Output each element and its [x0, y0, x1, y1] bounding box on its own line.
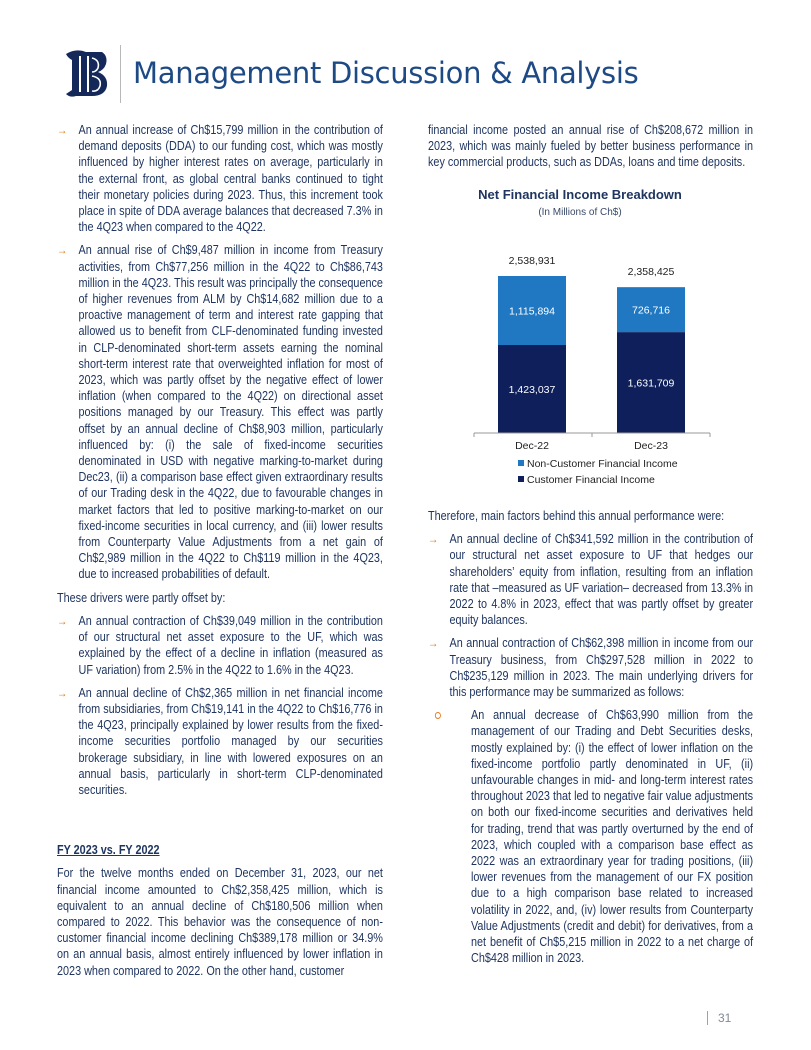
list-item: [428, 635, 753, 700]
legend-label: Non-Customer Financial Income: [527, 458, 678, 470]
list-item: [57, 685, 383, 798]
list-item: [428, 531, 753, 628]
data-label: 1,115,894: [509, 305, 555, 318]
data-label: 1,423,037: [508, 384, 556, 397]
offset-intro: These drivers were partly offset by:: [57, 590, 226, 605]
arrow-bullet-icon: →: [57, 243, 68, 258]
total-label: 2,538,931: [508, 255, 556, 267]
net-financial-income-chart: [410, 180, 780, 495]
data-label: 1,631,709: [627, 377, 675, 390]
footer-divider: [707, 1011, 708, 1025]
bullet-text: An annual decline of Ch$341,592 million in the contribution of our structural net asset exposure to UF that hedges our shareholders’ equity from inflation, resulting from an inflation rate that –measured as UF variation– decreased from 13.3% in 2022 to 4.8% in 2023, effect that was partly offset by greater equity balances.: [449, 532, 754, 628]
bullet-text: An annual decline of Ch$2,365 million in net financial income from subsidiaries, from Ch$19,141 in the 4Q22 to Ch$16,776 in the 4Q23, principally explained by lower results from the fixed-income securities portfolio managed by our securities brokerage subsidiary, in line with lowered exposures on an annual basis, particularly in short-term CLP-denominated securities.: [78, 685, 383, 797]
continuation-paragraph: financial income posted an annual rise of Ch$208,672 million in 2023, which was mainly fueled by better business performance in key commercial products, such as DDAs, loans and time deposits.: [428, 123, 754, 170]
list-item: [57, 242, 383, 582]
bullet-text: An annual rise of Ch$9,487 million in income from Treasury activities, from Ch$77,256 million in the 4Q22 to Ch$86,743 million in the 4Q23. This result was principally the consequence of higher revenues from ALM by Ch$14,682 million due to a proactive management of term and interest rate gapping that allowed us to benefit from CLF-denominated funding invested in CLP-denominated short-term assets earning the nominal short-term interest rate that overweighted inflation for most of 2023, which was partly offset by the negative effect of lower inflation (when compared to the 4Q22) on directional asset positions managed by our Treasury. This effect was partly offset by an annual decline of Ch$8,903 million, particularly influenced by: (i) the sale of fixed-income securities denominated in USD with negative marking-to-market during Dec23, (ii) a comparison base effect given extraordinary results of our Trading desk in the 4Q22, due to favourable changes in market factors that led to positive marking-to-market on our fixed-income securities in local currency, and (iii) lower results from Counterparty Value Adjustments from a net gain of Ch$2,989 million in the 4Q22 to Ch$119 million in the 4Q23, due to increased probabilities of default.: [78, 243, 383, 582]
legend-swatch: [518, 476, 524, 482]
circle-bullet-icon: [435, 712, 441, 719]
left-column: [57, 122, 383, 986]
legend-label: Customer Financial Income: [527, 474, 655, 486]
fy-paragraph: For the twelve months ended on December 31, 2023, our net financial income amounted to Ch$2,358,425 million, which is equivalent to an annual decline of Ch$180,506 million when compared to 2022. This behavior was the consequence of non-customer financial income declining Ch$389,178 million or 34.9% on an annual basis, almost entirely influenced by lower inflation in 2023 when compared to 2022. On the other hand, customer: [57, 866, 383, 978]
data-label: 726,716: [632, 304, 670, 317]
chart-subtitle: (In Millions of Ch$): [538, 207, 622, 218]
arrow-bullet-icon: →: [57, 685, 68, 700]
total-label: 2,358,425: [627, 266, 675, 279]
bank-logo: [62, 46, 110, 100]
arrow-bullet-icon: →: [428, 532, 439, 547]
sub-bullet-text: An annual decrease of Ch$63,990 million from the management of our Trading and Debt Securities desks, mostly explained by: (i) the effect of lower inflation on the fixed-income portfolio partly denominated in UF, (ii) unfavourable changes in mid- and long-term interest rates throughout 2023 that led to negative fair value adjustments on both our fixed-income securities and derivatives held for trading, trend that was partly overturned by the end of 2023, which coupled with a comparison base effect as 2022 was an extraordinary year for trading positions, (iii) lower revenues from the management of our FX position due to a high comparison base related to increased volatility in 2022, and, (iv) lower results from Counterparty Value Adjustments (credit and debit) for derivatives, from a net benefit of Ch$5,215 million in 2022 to a net charge of Ch$428 million in 2023.: [471, 708, 754, 966]
list-item: [57, 613, 383, 678]
arrow-bullet-icon: →: [57, 613, 68, 628]
section-heading: FY 2023 vs. FY 2022: [57, 843, 160, 858]
right-column-top: [428, 122, 753, 178]
right-column-bottom: [428, 508, 753, 966]
chart-title: Net Financial Income Breakdown: [478, 187, 682, 202]
arrow-bullet-icon: →: [57, 123, 68, 137]
bullet-text: An annual contraction of Ch$62,398 million in income from our Treasury business, from Ch$297,528 million in 2022 to Ch$235,129 million in 2023. The main underlying drivers for this performance may be summarized as follows:: [449, 636, 754, 700]
x-tick-label: Dec-22: [515, 440, 549, 452]
page-title: Management Discussion & Analysis: [133, 56, 639, 90]
factors-intro: Therefore, main factors behind this annual performance were:: [428, 509, 725, 523]
bullet-text: An annual increase of Ch$15,799 million in the contribution of demand deposits (DDA) to our funding cost, which was mostly influenced by higher interest rates on average, particularly in the external front, as global central banks continued to tight their monetary policies during 2023. Thus, this increment took place in spite of DDA average balances that decreased 7.3% in the 4Q23 when compared to the 4Q22.: [78, 123, 383, 235]
x-tick-label: Dec-23: [634, 440, 668, 452]
list-item: [57, 122, 383, 235]
sub-list-item: [428, 707, 753, 966]
legend-swatch: [518, 460, 524, 466]
bullet-text: An annual contraction of Ch$39,049 million in the contribution of our structural net asset exposure to the UF, which was explained by the effect of a decline in inflation (measured as UF variation) from 2.5% in the 4Q22 to 1.6% in the 4Q23.: [78, 613, 383, 677]
page-number: 31: [718, 1011, 732, 1025]
header-divider: [120, 45, 121, 103]
arrow-bullet-icon: →: [428, 636, 439, 651]
